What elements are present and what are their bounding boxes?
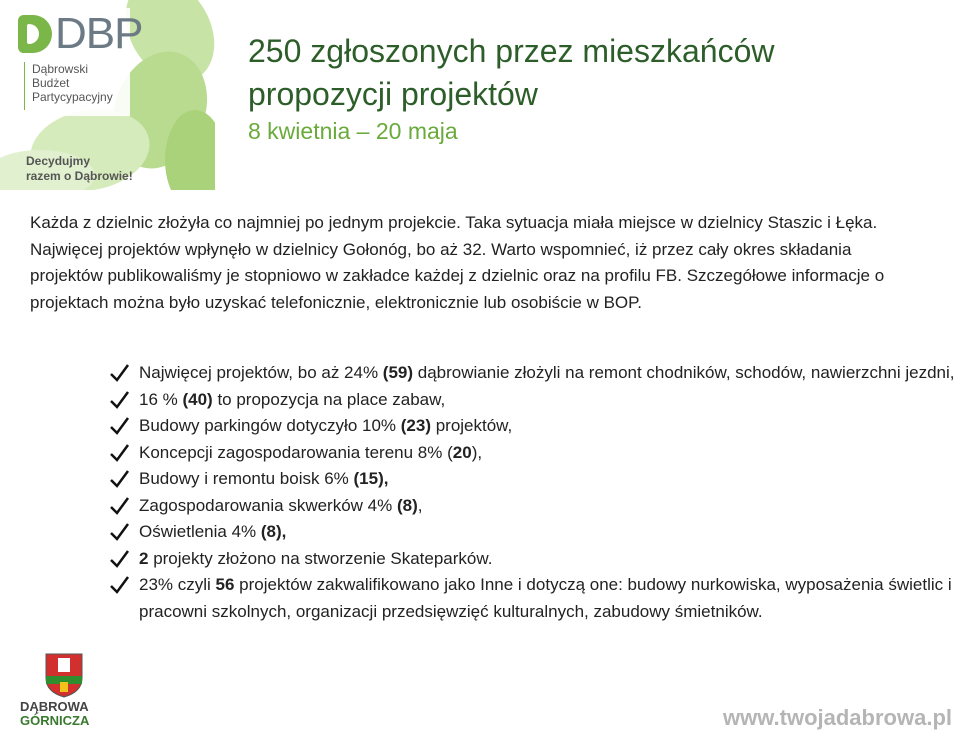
item-text: projektów zakwalifikowano jako Inne i dotyczą one: budowy nurkowiska, wyposażenia świetlic i pracowni szkolnych, organizacji przedsięwzięć kulturalnych, zabudowy śmietników. [139,575,952,621]
item-text: projektów, [430,416,513,435]
logo-divider [24,62,25,110]
list-item [108,519,960,546]
city-name-line-1: DĄBROWA [20,699,89,714]
date-range: 8 kwietnia – 20 maja [248,118,458,144]
item-text: Budowy i remontu boisk 6% [139,469,354,488]
item-count: 56 [215,575,235,594]
checkmark-icon [108,521,130,543]
logo-name-line: Dąbrowski [32,62,89,76]
list-item [108,466,960,493]
checkmark-icon [108,548,130,570]
item-text: to propozycja na place zabaw, [212,389,446,409]
title-line-2: propozycji projektów [248,76,538,112]
item-text: dąbrowianie złożyli na remont chodników, schodów, nawierzchni jezdni, [413,363,955,382]
checkmark-icon [108,495,130,517]
dbp-logo-text: DBP [55,9,143,58]
item-count: (59) [382,363,414,382]
logo-name-line: Budżet [32,76,70,90]
item-text: Oświetlenia 4% [139,522,261,541]
statistics-list [108,360,960,625]
item-text: Najwięcej projektów, bo aż 24% [139,363,383,382]
city-name [20,700,89,728]
page-title [248,30,774,116]
item-text: , [417,495,423,515]
item-text: ), [471,442,483,462]
checkmark-icon [108,389,130,411]
slogan-line-2: razem o Dąbrowie! [26,169,133,183]
item-count: 2 [139,548,149,568]
checkmark-icon [108,574,130,596]
checkmark-icon [108,415,130,437]
logo-name [32,62,113,104]
item-count: (15), [353,469,389,488]
item-text: 23% czyli [139,575,216,594]
dbp-logo [18,9,143,58]
slogan [26,154,133,184]
slogan-line-1: Decydujmy [26,154,91,168]
city-crest-icon [44,652,84,698]
item-count: (8) [396,495,418,515]
item-text: Koncepcji zagospodarowania terenu 8% ( [139,442,453,462]
checkmark-icon [108,468,130,490]
item-text: Zagospodarowania skwerków 4% [139,495,397,515]
item-text: 16 % [139,389,183,409]
list-item [108,387,960,414]
list-item [108,546,960,573]
list-item [108,572,960,625]
list-item [108,440,960,467]
checkmark-icon [108,362,130,384]
watermark: www.twojadabrowa.pl [723,705,952,730]
item-count: (23) [400,416,431,435]
item-count: (40) [182,389,213,409]
item-count: 20 [452,442,472,462]
list-item [108,360,960,387]
title-line-1: 250 zgłoszonych przez mieszkańców [248,33,775,69]
list-item [108,493,960,520]
city-name-line-2: GÓRNICZA [20,713,90,728]
list-item [108,413,960,440]
item-count: (8), [260,522,287,541]
item-text: Budowy parkingów dotyczyło 10% [139,416,401,435]
item-text: projekty złożono na stworzenie Skateparków. [148,548,493,568]
dbp-logo-icon [18,15,52,53]
checkmark-icon [108,442,130,464]
logo-name-line: Partycypacyjny [32,90,113,104]
intro-paragraph: Każda z dzielnic złożyła co najmniej po jednym projekcie. Taka sytuacja miała miejsce w dzielnicy Staszic i Łęka. Najwięcej projektów wpłynęło w dzielnicy Gołonóg, bo aż 32. Warto wspomnieć, iż przez cały okres składania projektów publikowaliśmy je stopniowo w zakładce każdej z dzielnic oraz na profilu FB. Szczegółowe informacje o projektach można było uzyskać telefonicznie, elektronicznie lub osobiście w BOP. [30,213,885,312]
